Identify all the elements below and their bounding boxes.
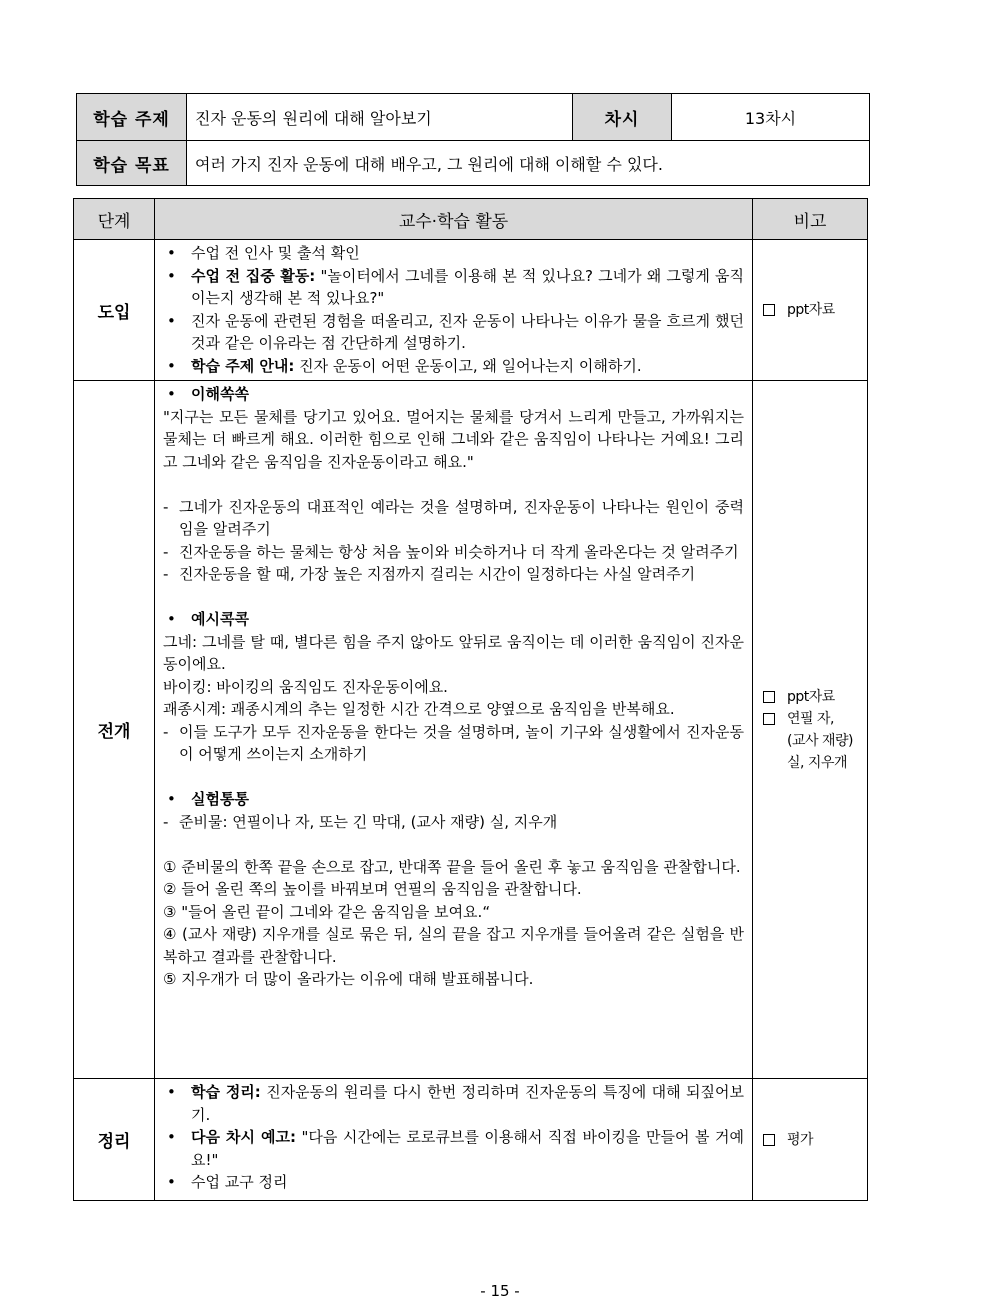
list-item: - 그네가 진자운동의 대표적인 예라는 것을 설명하며, 진자운동이 나타나는 원인이 중력임을 알려주기 (163, 497, 744, 538)
experiment-step: ③ "들어 올린 끝이 그네와 같은 움직임을 보여요.“ (163, 902, 491, 921)
section-title: • 실험통통 (163, 788, 744, 811)
quote-text: "지구는 모든 물체를 당기고 있어요. 멀어지는 물체를 당겨서 느리게 만들고, 가까워지는 물체는 더 빠르게 해요. 이러한 힘으로 인해 그네와 같은 움직임이 나타나는 거예요! 그리고 그네와 같은 움직임을 진자운동이라고 해요." (163, 407, 744, 471)
stage-row-intro (74, 240, 868, 381)
bullet-icon: • (167, 1083, 176, 1101)
bullet-icon: • (167, 311, 176, 330)
note-item: 평가 (787, 1131, 814, 1148)
list-item: - 진자운동을 할 때, 가장 높은 지점까지 걸리는 시간이 일정하다는 사실 알려주기 (163, 565, 696, 583)
stage-row-development (74, 381, 868, 1079)
section-title: • 예시콕콕 (163, 608, 744, 631)
note-item: (교사 재량) (787, 732, 853, 749)
list-item: - 이들 도구가 모두 진자운동을 한다는 것을 설명하며, 놀이 기구와 실생활에서 진자운동이 어떻게 쓰이는지 소개하기 (163, 722, 744, 763)
lesson-plan-table (73, 198, 868, 1201)
page-number: - 15 - (480, 1282, 520, 1300)
experiment-step: ① 준비물의 한쪽 끝을 손으로 잡고, 반대쪽 끝을 들어 올린 후 놓고 움직임을 관찰합니다. (163, 857, 741, 876)
example-line: 괘종시계: 괘종시계의 추는 일정한 시간 간격으로 양옆으로 움직임을 반복해요. (163, 700, 675, 718)
note-item: ppt자료 (787, 688, 835, 705)
col-header-activity: 교수·학습 활동 (155, 199, 753, 240)
note-item: ppt자료 (787, 302, 835, 318)
list-item: • 진자 운동에 관련된 경험을 떠올리고, 진자 운동이 나타나는 이유가 물을 흐르게 했던 것과 같은 이유라는 점 간단하게 설명하기. (163, 310, 744, 355)
topic-value: 진자 운동의 원리에 대해 알아보기 (187, 94, 573, 141)
example-line: 바이킹: 바이킹의 움직임도 진자운동이에요. (163, 677, 448, 696)
stage-label: 도입 (74, 240, 155, 381)
note-item: 실, 지우개 (787, 754, 847, 771)
bullet-icon: • (167, 266, 176, 285)
list-item: • 수업 전 집중 활동: "놀이터에서 그네를 이용해 본 적 있나요? 그네가 왜 그렇게 움직이는지 생각해 본 적 있나요?" (163, 265, 744, 310)
stage-row-closing (74, 1079, 868, 1201)
col-header-note: 비고 (753, 199, 868, 240)
bullet-icon: • (167, 244, 176, 262)
bullet-icon: • (167, 356, 176, 375)
note-item: 연필 자, (787, 710, 834, 727)
checkbox-icon (763, 713, 775, 725)
note-cell (753, 381, 868, 1079)
activity-cell (155, 1079, 753, 1201)
note-cell (753, 1079, 868, 1201)
list-item: • 다음 차시 예고: "다음 시간에는 로로큐브를 이용해서 직접 바이킹을 만들어 볼 거예요!" (163, 1126, 744, 1171)
note-cell (753, 240, 868, 381)
list-item: - 진자운동을 하는 물체는 항상 처음 높이와 비슷하거나 더 작게 올라온다는 것 알려주기 (163, 542, 739, 561)
list-item: • 수업 전 인사 및 출석 확인 (163, 242, 744, 265)
goal-value: 여러 가지 진자 운동에 대해 배우고, 그 원리에 대해 이해할 수 있다. (187, 141, 870, 186)
example-line: 그네: 그네를 탈 때, 별다른 힘을 주지 않아도 앞뒤로 움직이는 데 이러한 움직임이 진자운동이에요. (163, 632, 744, 673)
list-item: • 수업 교구 정리 (163, 1171, 744, 1194)
col-header-stage: 단계 (74, 199, 155, 240)
bullet-icon: • (167, 1128, 176, 1146)
bullet-icon: • (167, 790, 176, 808)
goal-label: 학습 목표 (77, 141, 187, 186)
bullet-icon: • (167, 610, 176, 628)
checkbox-icon (763, 304, 775, 316)
activity-cell (155, 381, 753, 1079)
table-header-row (74, 199, 868, 240)
experiment-step: ⑤ 지우개가 더 많이 올라가는 이유에 대해 발표해봅니다. (163, 970, 534, 988)
stage-label: 정리 (74, 1079, 155, 1201)
list-item: • 학습 주제 안내: 진자 운동이 어떤 운동이고, 왜 일어나는지 이해하기. (163, 355, 744, 378)
list-item: • 학습 정리: 진자운동의 원리를 다시 한번 정리하며 진자운동의 특징에 대해 되짚어보기. (163, 1081, 744, 1126)
topic-label: 학습 주제 (77, 94, 187, 141)
bullet-icon: • (167, 385, 176, 403)
section-title: • 이해쏙쏙 (163, 383, 744, 406)
session-value: 13차시 (672, 94, 870, 141)
session-label: 차시 (573, 94, 672, 141)
activity-cell (155, 240, 753, 381)
lesson-header-table (76, 93, 870, 186)
checkbox-icon (763, 1134, 775, 1146)
experiment-step: ④ (교사 재량) 지우개를 실로 묶은 뒤, 실의 끝을 잡고 지우개를 들어올려 같은 실험을 반복하고 결과를 관찰합니다. (163, 925, 744, 966)
checkbox-icon (763, 691, 775, 703)
experiment-step: ② 들어 올린 쪽의 높이를 바꿔보며 연필의 움직임을 관찰합니다. (163, 880, 582, 898)
stage-label: 전개 (74, 381, 155, 1079)
bullet-icon: • (167, 1173, 176, 1191)
list-item: - 준비물: 연필이나 자, 또는 긴 막대, (교사 재량) 실, 지우개 (163, 812, 558, 831)
